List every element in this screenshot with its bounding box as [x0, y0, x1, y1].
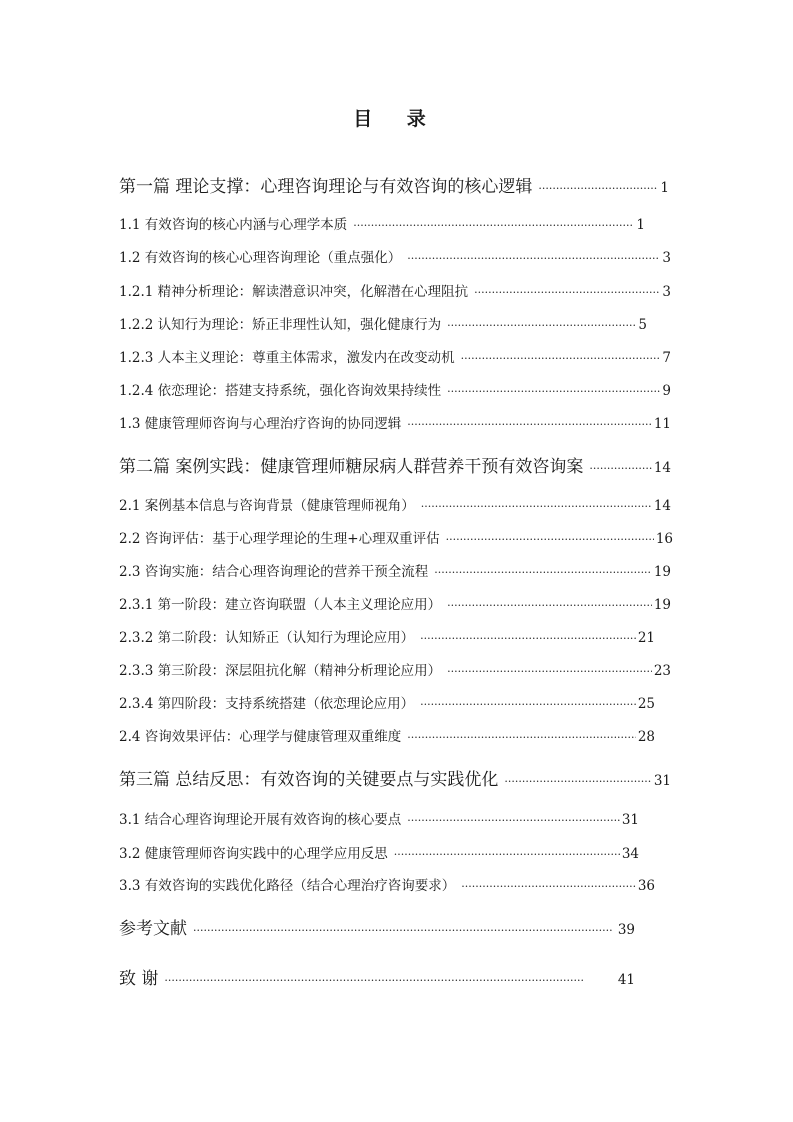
toc-entry[interactable]	[119, 313, 647, 333]
toc-entry[interactable]	[119, 659, 671, 679]
dot-leader	[420, 698, 636, 711]
toc-entry[interactable]	[119, 527, 673, 547]
dot-leader	[447, 599, 652, 612]
toc-entry[interactable]	[119, 914, 635, 939]
toc-entry[interactable]	[119, 560, 671, 580]
toc-entry[interactable]	[119, 765, 671, 790]
toc-entry-label: 第一篇 理论支撑：心理咨询理论与有效咨询的核心逻辑	[119, 177, 533, 197]
toc-entry[interactable]	[119, 280, 671, 300]
toc-entry-label: 2.3.3 第三阶段：深层阻抗化解（精神分析理论应用）	[119, 663, 442, 679]
toc-entry-label: 2.3 咨询实施：结合心理咨询理论的营养干预全流程	[119, 564, 429, 580]
toc-entry[interactable]	[119, 172, 669, 197]
dot-leader	[353, 219, 634, 232]
toc-entry-label: 1.2.1 精神分析理论：解读潜意识冲突，化解潜在心理阻抗	[119, 284, 469, 300]
toc-entry-page-number: 39	[617, 922, 635, 938]
toc-entry[interactable]	[119, 593, 671, 613]
toc-entry-page-number: 41	[617, 972, 635, 988]
toc-entry[interactable]	[119, 494, 671, 514]
toc-entry-label: 2.1 案例基本信息与咨询背景（健康管理师视角）	[119, 498, 415, 514]
toc-entry-label: 1.2.4 依恋理论：搭建支持系统，强化咨询效果持续性	[119, 383, 442, 399]
dot-leader	[420, 632, 636, 645]
toc-entry-label: 3.3 有效咨询的实践优化路径（结合心理治疗咨询要求）	[119, 878, 456, 894]
toc-entry-page-number: 19	[653, 564, 671, 580]
toc-entry-page-number: 25	[637, 696, 655, 712]
dot-leader	[407, 731, 636, 744]
toc-entry[interactable]	[119, 246, 671, 266]
dot-leader	[407, 814, 620, 827]
toc-entry-label: 参考文献	[119, 919, 187, 939]
toc-entry-page-number: 21	[637, 630, 655, 646]
toc-entry-page-number: 7	[662, 350, 671, 366]
toc-entry[interactable]	[119, 842, 639, 862]
toc-entry-label: 1.3 健康管理师咨询与心理治疗咨询的协同逻辑	[119, 416, 402, 432]
toc-entry-page-number: 3	[662, 284, 671, 300]
dot-leader	[474, 286, 660, 299]
dot-leader	[447, 665, 652, 678]
toc-entry-page-number: 1	[660, 180, 669, 196]
dot-leader	[193, 924, 616, 937]
dot-leader	[394, 848, 620, 861]
toc-entry-page-number: 16	[655, 531, 673, 547]
toc-entry-label: 1.1 有效咨询的核心内涵与心理学本质	[119, 217, 348, 233]
toc-entry[interactable]	[119, 874, 655, 894]
toc-entry-label: 致 谢	[119, 969, 159, 989]
toc-entry[interactable]	[119, 626, 655, 646]
toc-entry[interactable]	[119, 725, 655, 745]
toc-entry[interactable]	[119, 452, 671, 477]
toc-entry-page-number: 19	[653, 597, 671, 613]
toc-entry-label: 2.3.2 第二阶段：认知矫正（认知行为理论应用）	[119, 630, 415, 646]
toc-entry[interactable]	[119, 213, 645, 233]
dot-leader	[434, 566, 652, 579]
dot-leader	[447, 319, 636, 332]
toc-entry-page-number: 28	[637, 729, 655, 745]
dot-leader	[461, 880, 636, 893]
toc-entry-page-number: 31	[653, 773, 671, 789]
toc-entry-page-number: 11	[653, 416, 671, 432]
toc-entry-label: 第三篇 总结反思：有效咨询的关键要点与实践优化	[119, 770, 499, 790]
toc-entry-page-number: 14	[653, 460, 671, 476]
toc-entry[interactable]	[119, 379, 671, 399]
dot-leader	[421, 500, 652, 513]
toc-entry-label: 1.2 有效咨询的核心心理咨询理论（重点强化）	[119, 250, 402, 266]
toc-entry-page-number: 3	[662, 250, 671, 266]
dot-leader	[407, 252, 660, 265]
toc-entry-page-number: 34	[621, 846, 639, 862]
toc-entry-label: 3.1 结合心理咨询理论开展有效咨询的核心要点	[119, 812, 402, 828]
toc-entry[interactable]	[119, 346, 671, 366]
dot-leader	[504, 775, 651, 788]
dot-leader	[164, 974, 615, 987]
dot-leader	[446, 533, 654, 546]
toc-entry-page-number: 31	[621, 812, 639, 828]
toc-title: 目 录	[353, 108, 440, 130]
toc-entry-page-number: 23	[653, 663, 671, 679]
toc-entry-label: 2.4 咨询效果评估：心理学与健康管理双重维度	[119, 729, 402, 745]
toc-entry-label: 第二篇 案例实践：健康管理师糖尿病人群营养干预有效咨询案	[119, 457, 584, 477]
toc-entry-label: 2.3.4 第四阶段：支持系统搭建（依恋理论应用）	[119, 696, 415, 712]
toc-entry-page-number: 14	[653, 498, 671, 514]
toc-entry-page-number: 36	[637, 878, 655, 894]
dot-leader	[589, 462, 651, 475]
toc-entry-label: 2.3.1 第一阶段：建立咨询联盟（人本主义理论应用）	[119, 597, 442, 613]
toc-entry-page-number: 5	[638, 317, 647, 333]
dot-leader	[407, 418, 652, 431]
toc-entry-label: 3.2 健康管理师咨询实践中的心理学应用反思	[119, 846, 388, 862]
toc-entry-page-number: 9	[662, 383, 671, 399]
toc-entry-label: 1.2.2 认知行为理论：矫正非理性认知，强化健康行为	[119, 317, 442, 333]
dot-leader	[447, 385, 660, 398]
toc-entry[interactable]	[119, 964, 635, 989]
toc-entry[interactable]	[119, 412, 671, 432]
toc-entry[interactable]	[119, 692, 655, 712]
toc-entry-label: 1.2.3 人本主义理论：尊重主体需求，激发内在改变动机	[119, 350, 455, 366]
dot-leader	[538, 182, 658, 195]
toc-entry[interactable]	[119, 808, 639, 828]
dot-leader	[461, 352, 661, 365]
toc-entry-page-number: 1	[636, 217, 645, 233]
toc-entry-label: 2.2 咨询评估：基于心理学理论的生理+心理双重评估	[119, 531, 440, 547]
